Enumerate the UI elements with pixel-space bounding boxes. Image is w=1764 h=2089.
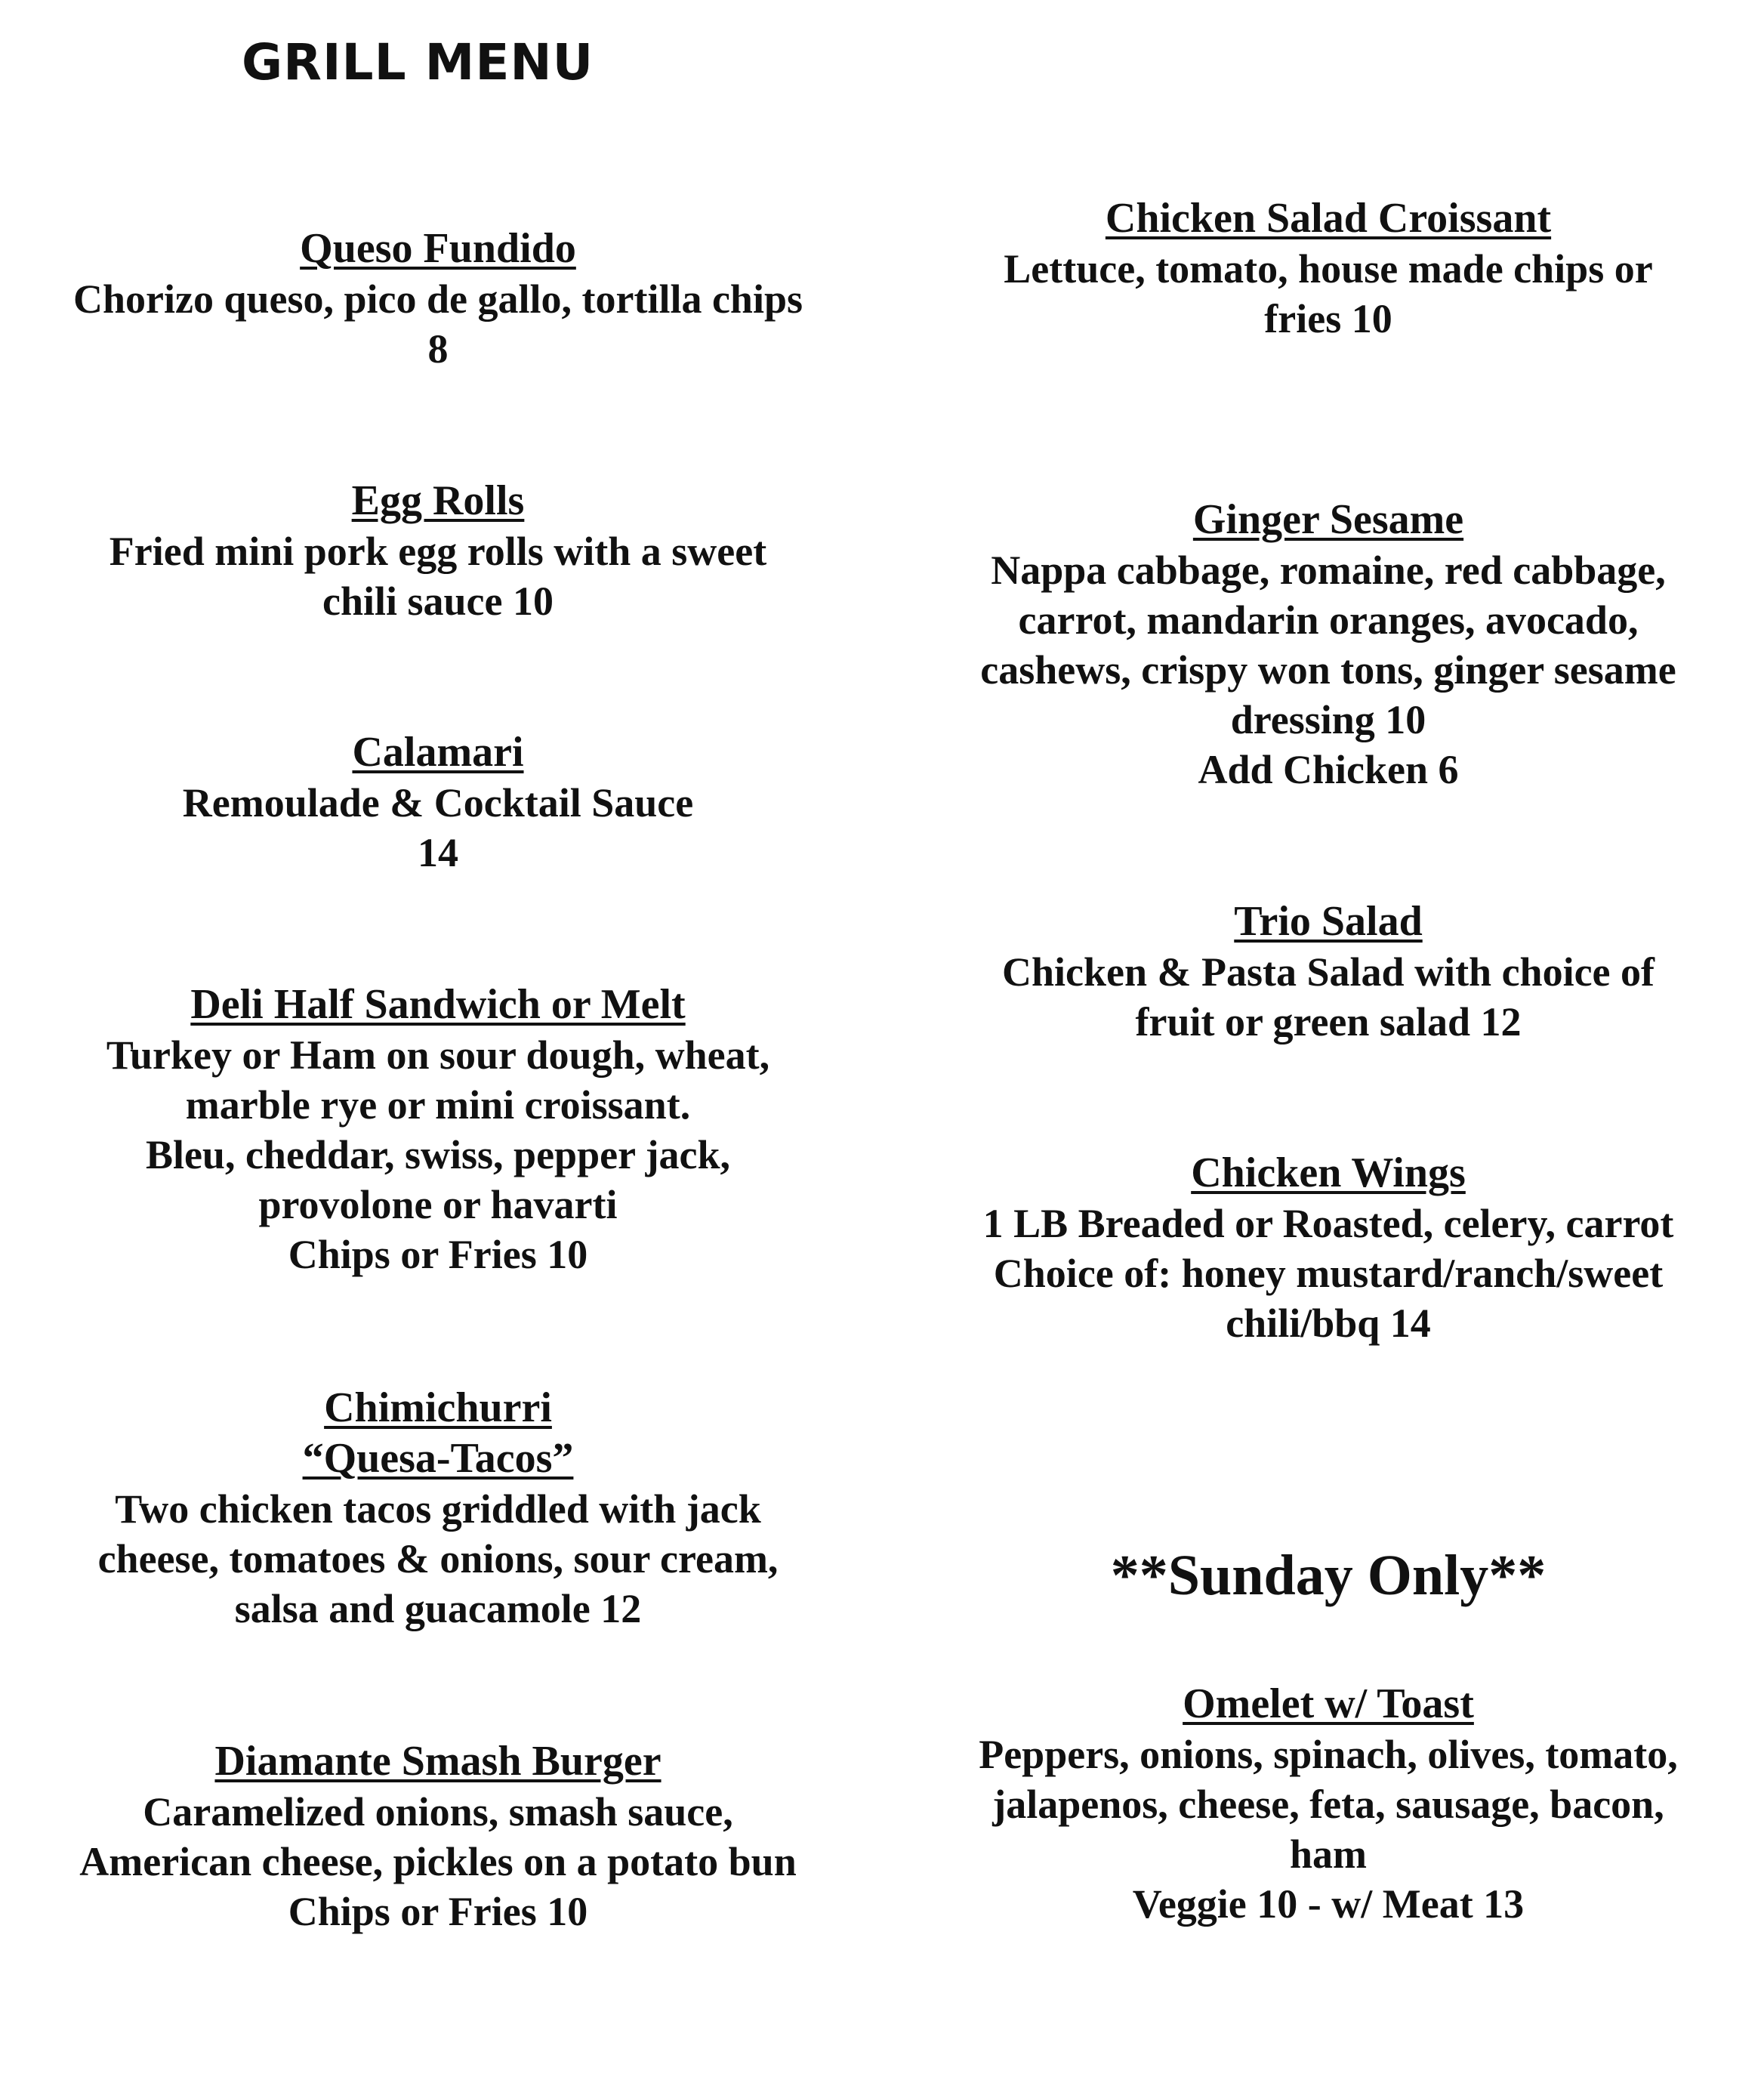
item-description: provolone or havarti [258, 1182, 618, 1227]
item-name: Omelet w/ Toast [1183, 1680, 1474, 1727]
menu-item-calamari [23, 727, 853, 878]
item-name: Trio Salad [1234, 898, 1423, 945]
item-description: Remoulade & Cocktail Sauce [182, 780, 694, 825]
menu-item-diamante-smash-burger [23, 1736, 853, 1936]
item-name: Diamante Smash Burger [214, 1738, 662, 1785]
item-description: Chorizo queso, pico de gallo, tortilla chips [72, 276, 803, 322]
item-description: salsa and guacamole 12 [234, 1586, 642, 1631]
item-description: cashews, crispy won tons, ginger sesame [980, 647, 1676, 693]
item-description: Nappa cabbage, romaine, red cabbage, [991, 548, 1666, 593]
item-name: Chimichurri [324, 1384, 552, 1431]
item-description: Two chicken tacos griddled with jack [115, 1486, 761, 1532]
item-price: Chips or Fries 10 [288, 1889, 588, 1934]
item-description: 1 LB Breaded or Roasted, celery, carrot [982, 1201, 1674, 1246]
menu-item-chicken-salad-croissant [913, 193, 1744, 344]
menu-item-omelet-w-toast [913, 1679, 1744, 1929]
sunday-only-heading: **Sunday Only** [1110, 1544, 1547, 1607]
item-name: Queso Fundido [300, 225, 576, 272]
item-price: Chips or Fries 10 [288, 1232, 588, 1277]
item-price: 8 [427, 326, 449, 372]
item-name: Deli Half Sandwich or Melt [190, 981, 686, 1028]
menu-item-egg-rolls [23, 476, 853, 626]
item-description: American cheese, pickles on a potato bun [79, 1839, 797, 1884]
item-description: jalapenos, cheese, feta, sausage, bacon, [992, 1782, 1664, 1827]
item-description: ham [1289, 1831, 1367, 1877]
item-name: Egg Rolls [351, 477, 525, 524]
menu-item-queso-fundido [23, 224, 853, 374]
item-description: cheese, tomatoes & onions, sour cream, [97, 1536, 779, 1581]
menu-item-chimichurri-quesa-tacos [23, 1383, 853, 1634]
item-name: Calamari [352, 729, 524, 776]
item-description: marble rye or mini croissant. [185, 1082, 691, 1128]
item-description: fruit or green salad 12 [1135, 999, 1522, 1044]
menu-item-chicken-wings [913, 1148, 1744, 1348]
item-name: Chicken Wings [1191, 1149, 1466, 1196]
item-description: Caramelized onions, smash sauce, [143, 1789, 733, 1834]
item-description: Fried mini pork egg rolls with a sweet [109, 529, 767, 574]
item-description: fries 10 [1264, 296, 1392, 341]
item-description: Peppers, onions, spinach, olives, tomato, [979, 1732, 1678, 1777]
item-description: carrot, mandarin oranges, avocado, [1018, 597, 1639, 643]
menu-title: GRILL MENU [242, 33, 594, 91]
menu-item-trio-salad [913, 896, 1744, 1047]
item-subname: “Quesa-Tacos” [302, 1435, 574, 1482]
item-description: Choice of: honey mustard/ranch/sweet [993, 1251, 1664, 1296]
item-description: Chicken & Pasta Salad with choice of [1002, 949, 1655, 995]
item-description: Lettuce, tomato, house made chips or [1004, 246, 1653, 292]
item-price: 14 [418, 830, 458, 875]
item-description: chili sauce 10 [322, 579, 554, 624]
item-description: dressing 10 [1230, 697, 1426, 742]
item-description: chili/bbq 14 [1226, 1301, 1431, 1346]
item-addon: Add Chicken 6 [1198, 747, 1459, 792]
item-description: Bleu, cheddar, swiss, pepper jack, [145, 1132, 731, 1177]
item-price: Veggie 10 - w/ Meat 13 [1132, 1881, 1525, 1927]
item-name: Chicken Salad Croissant [1105, 195, 1552, 242]
menu-item-ginger-sesame [913, 495, 1744, 795]
item-name: Ginger Sesame [1192, 496, 1464, 543]
menu-item-deli-half-sandwich [23, 980, 853, 1279]
item-description: Turkey or Ham on sour dough, wheat, [106, 1032, 770, 1078]
